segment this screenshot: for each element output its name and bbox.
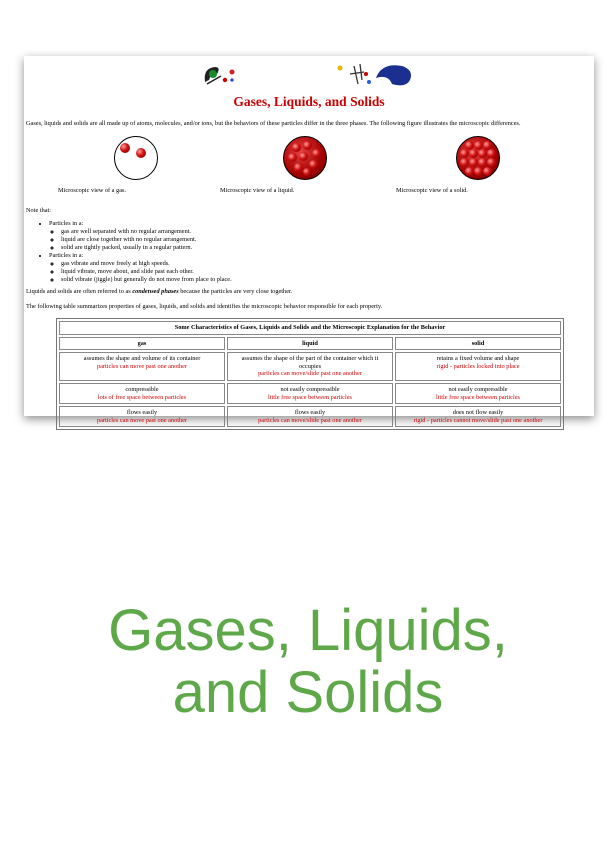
particle: [294, 163, 303, 172]
condensed-phases-paragraph: Liquids and solids are often referred to as condensed phases because the particles are very close together.: [26, 288, 293, 295]
page-title: Gases, Liquids, and Solids: [233, 94, 385, 109]
table-cell: does not flow easily rigid - particles cannot move/slide past one another: [395, 406, 561, 427]
table-caption: Some Characteristics of Gases, Liquids and Solids and the Microscopic Explanation for the Behavior: [59, 321, 561, 335]
note-subitem: ◦ solid vibrate (jiggle) but generally do not move from place to place.: [61, 276, 232, 284]
particle: [309, 160, 318, 169]
table-cell: flows easily particles can move/slide past one another: [227, 406, 393, 427]
table-cell: flows easily particles can move past one another: [59, 406, 225, 427]
particle: [469, 158, 478, 167]
particle: [460, 158, 469, 167]
note-subitem: ◦ gas are well separated with no regular arrangement.: [61, 228, 232, 236]
particle: [303, 168, 311, 176]
particle: [312, 149, 321, 158]
particle: [487, 149, 496, 158]
table-row: [59, 406, 561, 427]
particle: [288, 153, 297, 162]
particle: [474, 167, 483, 176]
liquid-caption: Microscopic view of a liquid.: [220, 187, 295, 194]
webpage-screenshot: [24, 56, 594, 424]
note-subitem: ◦ liquid are close together with no regular arrangement.: [61, 236, 232, 244]
table-row: [59, 352, 561, 381]
liquid-particle-figure: [283, 136, 327, 180]
solid-particle-figure: [456, 136, 500, 180]
column-header-liquid: liquid: [227, 337, 393, 351]
decorative-logo-left: [201, 62, 245, 88]
column-header-solid: solid: [395, 337, 561, 351]
note-subitem: ◦ solid are tightly packed, usually in a regular pattern.: [61, 244, 232, 252]
particle: [120, 143, 130, 153]
table-cell: compressible lots of free space between particles: [59, 383, 225, 404]
gas-particle-figure: [114, 136, 158, 180]
slide-title: [0, 600, 616, 724]
note-subitem: ◦ liquid vibrate, move about, and slide past each other.: [61, 268, 232, 276]
table-row: [59, 383, 561, 404]
particle: [469, 149, 478, 158]
particle: [487, 158, 496, 167]
solid-caption: Microscopic view of a solid.: [396, 187, 468, 194]
particle: [303, 141, 312, 150]
particle: [292, 143, 301, 152]
particle: [465, 167, 474, 176]
notes-list: [41, 220, 232, 284]
table-cell: retains a fixed volume and shape rigid - particles locked into place: [395, 352, 561, 381]
properties-table: [56, 318, 564, 430]
gas-caption: Microscopic view of a gas.: [58, 187, 127, 194]
column-header-gas: gas: [59, 337, 225, 351]
particle: [299, 152, 308, 161]
note-subitem: ◦ gas vibrate and move freely at high speeds.: [61, 260, 232, 268]
slide-title-line2: and Solids: [172, 660, 444, 725]
slide-title-line1: Gases, Liquids,: [108, 598, 508, 663]
particle: [478, 158, 487, 167]
intro-paragraph: Gases, liquids and solids are all made up of atoms, molecules, and/or ions, but the behaviors of these particles differ in the three phases. The following figure illustrates the microscopic differences.: [26, 120, 521, 127]
particle: [483, 167, 492, 176]
table-cell: assumes the shape of the part of the container which it occupies particles can move/slide past one another: [227, 352, 393, 381]
table-cell: not easily compressible little free space between particles: [395, 383, 561, 404]
note-item: • Particles in a: ◦ gas vibrate and move freely at high speeds. ◦ liquid vibrate, move about, and slide past each other. ◦ solid vibrate (jiggle) but generally do not move from place to place.: [49, 252, 232, 284]
decorative-logo-right: [336, 60, 416, 90]
table-intro-paragraph: The following table summarizes properties of gases, liquids, and solids and identifies the microscopic behavior responsible for each property.: [26, 303, 383, 310]
particle: [136, 148, 146, 158]
table-cell: assumes the shape and volume of its container particles can move past one another: [59, 352, 225, 381]
note-heading: Note that:: [26, 207, 52, 214]
table-cell: not easily compressible little free space between particles: [227, 383, 393, 404]
particle: [460, 149, 469, 158]
particle: [478, 149, 487, 158]
note-item: • Particles in a: ◦ gas are well separated with no regular arrangement. ◦ liquid are close together with no regular arrangement. ◦ solid are tightly packed, usually in a regular pattern.: [49, 220, 232, 252]
